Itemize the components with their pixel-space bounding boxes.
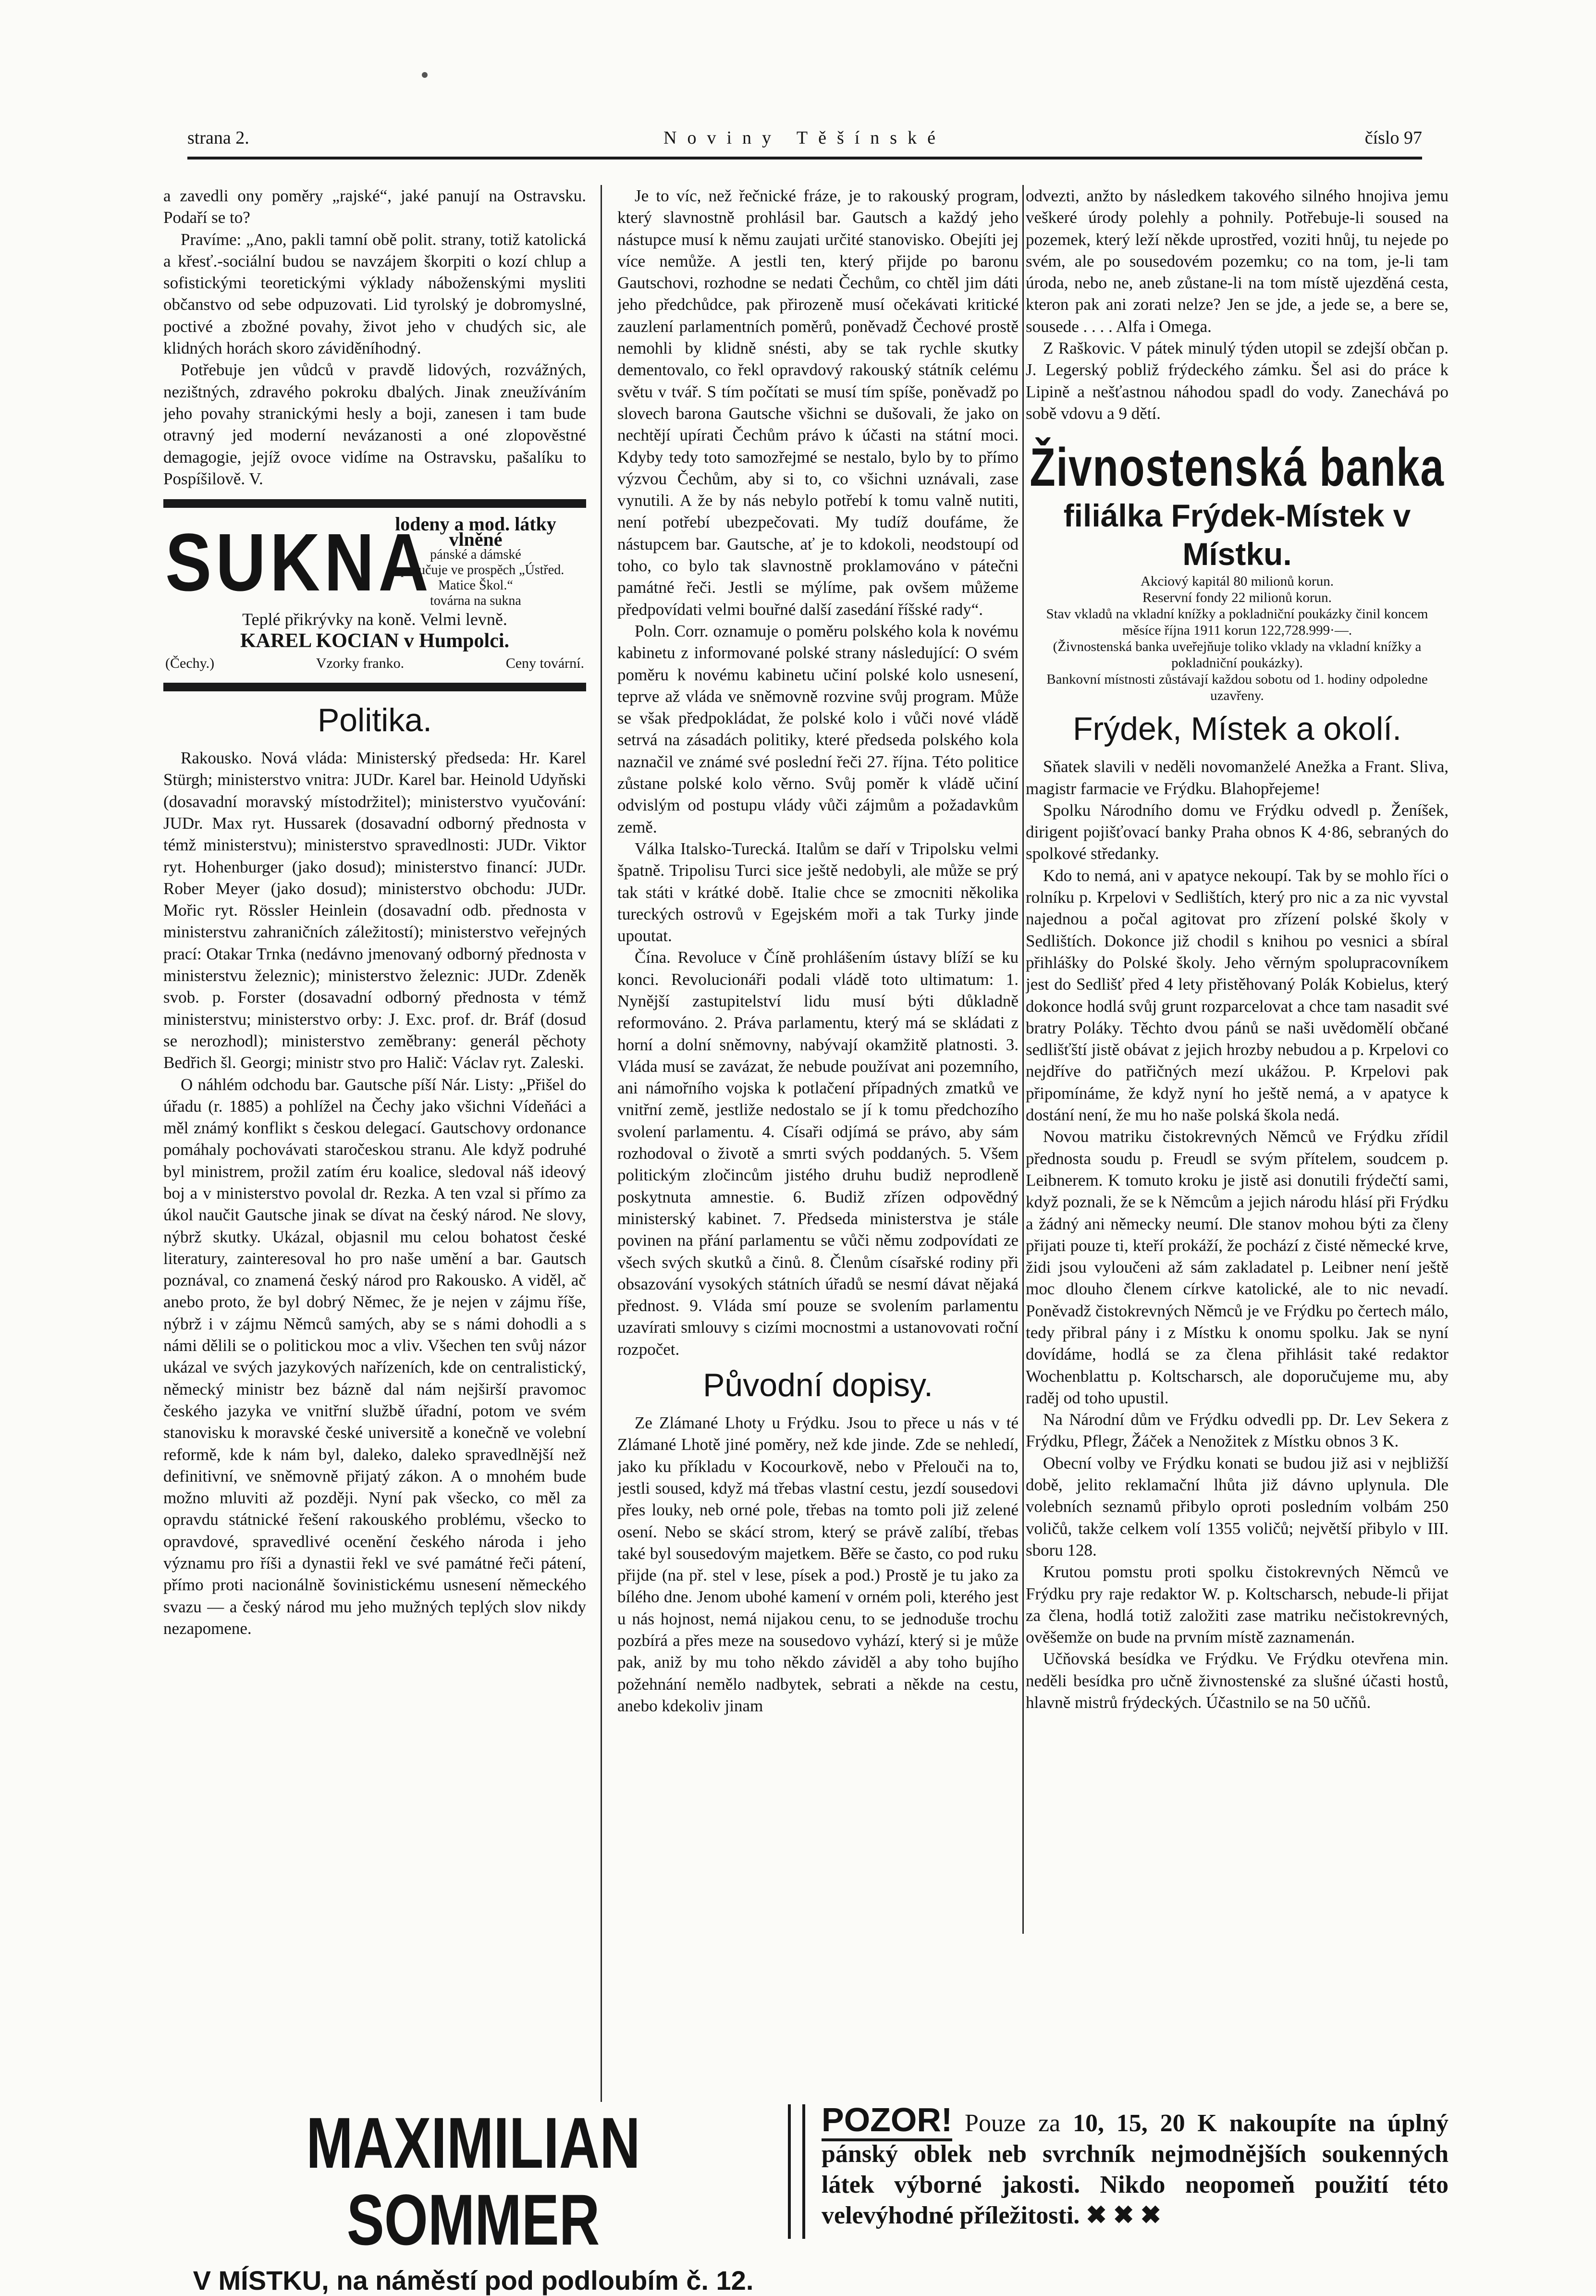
speck-mark: [422, 72, 428, 78]
article-paragraph: Z Raškovic. V pátek minulý týden utopil se zdejší občan p. J. Legerský pobliž frýdeckého zámku. Šel asi do práce k Lipině a nešťastnou náhodou spadl do vody. Zanechává po sobě vdovu a 9 dětí.: [1026, 339, 1449, 423]
ad-bank-line-1: Akciový kapitál 80 milionů korun.: [1141, 574, 1334, 589]
article-paragraph: Poln. Corr. oznamuje o poměru polského kola k novému kabinetu z informované polské strany následující: O svém poměru k novému kabinetu učiní polské kolo usnesení, teprve až vláda ve sněmovně rozvine svůj program. Může se však předpokládat, že polské kolo i vůči nové vládě setrvá na zásadách politiky, které předseda polského kola naznačil ve známé své poslední řeči 27. října. Této politice zůstane polské kolo věrno. Svůj poměr k vládě učiní odvislým od postupu vlády vůči zájmům a požadavkům země.: [617, 621, 1019, 836]
ad-pozor-marks: ✖ ✖ ✖: [1086, 2202, 1161, 2229]
article-paragraph: Kdo to nemá, ani v apatyce nekoupí. Tak by se mohlo říci o rolníku p. Krpelovi v Sedlištích, který pro nic a za nic vyvstal najednou a počal agitovat pro zřízení polské školy v Sedlištích. Dokonce již chodil s knihou po vesnici a sbíral přihlášky do Polské školy. Jeho věrným spolupracovníkem jest do Sedlišť před 4 lety přistěhovaný Polák Kobielus, který dokonce hodlá svůj grunt rozparcelovat a chce tam nasadit své bratry Poláky. Těchto dvou pánů se naši uvědomělí občané sedlišťští jistě obávat z jejich hrozby nebudou a p. Krpelovi co nejdříve do patřičných mezí ukážou. P. Krpelovi pak připomínáme, že když nyní ho ještě nemá, a v apatyce k dostání není, že mu ho naše polská škola nedá.: [1026, 866, 1449, 1125]
ad-bank-line-5: Bankovní místnosti zůstávají každou sobotu od 1. hodiny odpoledne uzavřeny.: [1046, 672, 1428, 704]
ad-bank: [1026, 439, 1449, 704]
ad-sukna-line-2: KAREL KOCIAN v Humpolci.: [240, 630, 510, 652]
article-paragraph: Krutou pomstu proti spolku čistokrevných Němců ve Frýdku pry raje redaktor W. p. Koltscharsch, nebude-li přijat za člena, hodlá totiž založiti zase matriku nečistokrevných, ověšemže on bude na prvním místě zaznamenán.: [1026, 1562, 1449, 1647]
article-paragraph: odvezti, anžto by následkem takového silného hnojiva jemu veškeré úrody polehly a pohnily. Potřebuje-li soused na pozemek, který leží někde uprostřed, voziti hnůj, tu nejede po svém, ale po sousedovém pozemku; co na tom, je-li tam úroda, nebo ne, aneb zůstane-li na tom místě ujezděná cesta, kteron pak ani zorati nelze? Jen se jde, a jede se, a bere se, sousede . . . . Alfa i Omega.: [1026, 186, 1449, 336]
ad-sommer-address: V MÍSTKU, na náměstí pod podloubím č. 12.: [193, 2265, 754, 2296]
column-1: [163, 185, 586, 2102]
article-paragraph: Čína. Revoluce v Číně prohlášením ústavy blíží se ku konci. Revolucionáři podali vládě toto ultimatum: 1. Nynější zastupitelství lidu musí býti důkladně reformováno. 2. Práva parlamentu, který má se skládati z horní a dolní sněmovny, nabývají okamžitě platnosti. 3. Vláda musí se zavázat, že nebude používat ani pozemního, ani námořního vojska k potlačení případných zmatků ve vnitřní země, jestliže nedostalo se jí k tomu předchozího svolení parlamentu. 4. Císaři odjímá se právo, aby sám rozhodoval o životě a smrti svých poddaných. 5. Všem politickým zločincům jistého druhu budiž neprodleně poskytnuta amnestie. 6. Budiž zřízen odpovědný ministerský kabinet. 7. Předseda ministerstva je stále povinen na přání parlamentu se vůči němu zodpovídati ze všech svých skutků a činů. 8. Členům císařské rodiny při obsazování vysokých státních úřadů se nesmí dávat nějaká přednost. 9. Vláda smí pouze se svolením parlamentu uzavírati smlouvy s cizími mocnostmi a ustanovovati roční rozpočet.: [617, 948, 1019, 1359]
article-paragraph: Válka Italsko-Turecká. Italům se daří v Tripolsku velmi špatně. Tripolisu Turci sice ještě nedobyli, ale může se prý tak státi v krátké době. Italie chce se zmocniti několika tureckých ostrovů v Egejském moři a tak Turky jinde upoutat.: [617, 839, 1019, 945]
ad-pozor-headline: POZOR!: [822, 2101, 952, 2141]
header-rule: [187, 157, 1422, 160]
ad-bank-line-4: (Živnostenská banka uveřejňuje toliko vklady na vkladní knížky a pokladniční poukázky).: [1053, 639, 1422, 671]
ad-sukna: [163, 499, 586, 691]
column-rule-2: [1022, 185, 1024, 1934]
section-title-dopisy: Původní dopisy.: [703, 1367, 933, 1404]
ad-sukna-foot-left: (Čechy.): [165, 655, 215, 671]
article-paragraph: Rakousko. Nová vláda: Ministerský předseda: Hr. Karel Stürgh; ministerstvo vnitra: JUDr. Karel bar. Heinold Udyňski (dosavadní moravský místodržitel); ministerstvo vyučování: JUDr. Max ryt. Hussarek (dosavadní odborný přednosta v témž ministerstvu); ministerstvo spravedlnosti: JUDr. Viktor ryt. Hohenburger (jako dosud); ministerstvo financí: JUDr. Rober Meyer (jako dosud); ministerstvo obchodu: JUDr. Mořic ryt. Rössler Heinlein (dosavadní odb. přednosta v ministerstvu zahraničních záležitostí); ministerstvo veřejných prací: Otakar Trnka (nedávno jmenovaný odborný přednosta v ministerstvu železnic); ministerstvo železnic: JUDr. Zdeněk svob. p. Forster (dosavadní odborný přednosta v témž ministerstvu; ministerstvo orby: J. Exc. prof. dr. Bráf (dosud se nerozhodl); ministerstvo zeměbrany: generál pěchoty Bedřich šl. Georgi; ministr stvo pro Halič: Václav ryt. Zaleski.: [163, 749, 586, 1072]
ad-separator: [788, 2104, 805, 2239]
section-title-frydek: Frýdek, Místek a okolí.: [1073, 711, 1401, 748]
article-paragraph: Novou matriku čistokrevných Němců ve Frýdku zřídil přednosta soudu p. Freudl se svým přítelem, soudcem p. Leibnerem. K tomuto kroku je jistě asi donutili frýdečtí sami, když poznali, že se k Němcům a jejich národu hlásí při Frýdku a žádný ani německy neumí. Dle stanov mohou býti za členy přijati pouze ti, kteří prokáží, že pochází z čisté německé krve, židi jsou vyloučeni až sám zakladatel p. Leibner není ještě moc dlouho členem církve katolické, ale to nic nevadí. Poněvadž čistokrevných Němců je ve Frýdku po čertech málo, tedy přibral pány i z Místku k onomu spolku. Jak se nyní dovídáme, hodlá se za člena přihlásit také redaktor Wochenblattu p. Koltscharsch, ale doporučujeme mu, aby raděj od toho upustil.: [1026, 1127, 1449, 1407]
ad-sukna-side-4: továrna na sukna: [430, 593, 521, 609]
article-paragraph: Učňovská besídka ve Frýdku. Ve Frýdku otevřena min. neděli besídka pro učně živnostenské za slušné účasti hostů, hlavně mistrů frýdeckých. Účastnilo se na 50 učňů.: [1026, 1649, 1449, 1712]
ad-sukna-side-2: pánské a dámské: [430, 547, 521, 563]
masthead: Noviny Těšínské: [663, 128, 946, 148]
ad-sommer-name: MAXIMILIAN SOMMER: [306, 2102, 640, 2260]
ad-sukna-side-3: doporučuje ve prospěch „Ústřed. Matice Škol.“: [387, 563, 565, 593]
article-paragraph: a zavedli ony poměry „rajské“, jaké panují na Ostravsku. Podaří se to?: [163, 186, 586, 227]
page-number: strana 2.: [187, 128, 249, 148]
ad-sommer: [163, 2102, 783, 2296]
article-paragraph: Obecní volby ve Frýdku konati se budou již asi v nejbližší době, jelito reklamační lhůta již dávno uplynula. Dle volebních seznamů přibylo oproti posledním volbám 250 voličů, takže celkem volí 1355 voličů; největší přibylo v III. sboru 128.: [1026, 1453, 1449, 1559]
column-2: [617, 185, 1019, 1934]
ad-bank-subtitle: filiálka Frýdek-Místek v Místku.: [1063, 498, 1411, 572]
article-paragraph: Pravíme: „Ano, pakli tamní obě polit. strany, totiž katolická a křesť.-sociální budou se navzájem škorpiti o kozí chlup a sofistickými teoretickými výklady náboženskými mysliti občanstvo od sebe odpuzovati. Lid tyrolský je dobromyslné, poctivé a zbožné povahy, život jeho v chudých sic, ale klidných horách skoro záviděníhodný.: [163, 230, 586, 358]
ad-sukna-line-1: Teplé přikrývky na koně. Velmi levně.: [242, 610, 507, 629]
ad-pozor: [822, 2101, 1449, 2241]
article-paragraph: Ze Zlámané Lhoty u Frýdku. Jsou to přece u nás v té Zlámané Lhotě jiné poměry, než kde jinde. Zde se nehledí, jako ku příkladu v Kocourkově, nebo v Přelouči na to, jestli soused, když má třebas vlastní cestu, jezdí sousedovi přes louky, neb orné pole, třebas na tomto poli již zelené osení. Nebo se skácí strom, který se právě zalíbí, třebas také byl sousedovým majetkem. Běře se často, co pod ruku přijde (na př. stel v lese, písek a pod.) Prostě je tu jako za bílého dne. Jenom ubohé kamení v orném poli, kterého jest u nás hojnost, nemá nijakou cenu, to se jednoduše trochu pozbírá a přes meze na sousedovo vyhází, který si je může pak, aniž by mu toho někdo záviděl a aby toho bujího požehnání nemělo nadbytek, sebrati a někde na cestu, anebo kdekoliv jinam: [617, 1413, 1019, 1715]
article-paragraph: Je to víc, než řečnické fráze, je to rakouský program, který slavnostně prohlásil bar. Gautsch a každý jeho nástupce musí k němu zaujati určité stanovisko. Obejíti jej více nemůže. A jestli ten, který přijde po baronu Gautschovi, rozhodne se nedati Čechům, co chtěl jim dáti jeho předchůdce, pak přirozeně musí očekávati kritické zauzlení parlamentních poměrů, poněvadž Čechové prostě nemohli by klidně snésti, aby se tak rychle skutky dementovalo, co řekl opravdový rakouský státník celému světu v tvář. S tím počítati se musí tím spíše, poněvadž po slovech barona Gautsche všichni se dušovali, že jako on nechtějí upírati Čechům právo k účasti na státní moci. Kdyby tedy toto samozřejmé se nestalo, bylo by to přímo výzvou Čechům, aby si to, co všichni uznávali, zase vynutili. A že by nás nebylo potřebí k tomu valně nutiti, není potřebí ubezpečovati. My tudíž doufáme, že nástupcem bar. Gautsche, ať je to kdokoli, neodstoupí od toho, co bylo tak slavnostně proklamováno v pátečni památné řeči. Jestli se mýlíme, pak ovšem můžeme předpovídati velmi bouřné další zasedání říšské rady“.: [617, 186, 1019, 619]
ad-pozor-body: 10, 15, 20 K nakoupíte na úplný pánský oblek neb svrchník nejmodnějších soukenných látek výborné jakosti. Nikdo neopomeň použití této velevýhodné příležitosti.: [822, 2110, 1449, 2229]
article-paragraph: O náhlém odchodu bar. Gautsche píší Nár. Listy: „Přišel do úřadu (r. 1885) a pohlížel na Čechy jako všichni Vídeňáci a měl známý konflikt s českou delegací. Gautschovy ordonance pomáhaly pochovávati staročeskou stranu. Ale když podruhé byl ministrem, prožil zatím éru koalice, sledoval náš ideový boj a v ministerstvo povolal dr. Rezka. A ten vzal si přímo za úkol naučit Gautsche jinak se dívat na český národ. Ne slovy, nýbrž skutky. Ukázal, objasnil mu celou bohatost české literatury, zainteresoval ho pro naše umění a bar. Gautsch poznával, co znamená český národ pro Rakousko. A viděl, ač anebo proto, že byl dobrý Němec, že je nejen v zájmu říše, nýbrž i v zájmu Němců samých, aby se s námi dohodli a s námi dělili se o politickou moc a vliv. Všechen ten svůj názor ukázal ve svých jazykových nařízeních, kde on centralistický, německý ministr bez bázně dal nám nejširší pravomoc českého jazyka ve vnitřní službě úřadní, potom ve svém stanovisku k moravské české universitě a konečně ve volební reformě, kde k nám byl, daleko, daleko spravedlnější než definitivní, ve sněmovně přijatý zákon. A o mnohém bude možno mluviti až později. Nyní pak všecko, co měl za opravdu státnické řešení rakouského problému, všecko to opravdové, spravedlivé ocenění českého národa i jeho významu pro říši a dynastii řekl ve své památné řeči pátení, přímo proti nacionálně šovinistickému usnesení německého svazu — a český národ mu jeho mužných teplých slov nikdy nezapomene.: [163, 1075, 586, 1638]
ad-pozor-text: [822, 2101, 1449, 2231]
ad-sukna-foot-mid: Vzorky franko.: [316, 655, 405, 671]
ad-bank-title: Živnostenská banka: [1030, 437, 1445, 498]
ad-sukna-foot-right: Ceny tovární.: [505, 655, 584, 671]
column-rule-1: [601, 185, 602, 2102]
page-header: [187, 127, 1422, 157]
column-3: [1026, 185, 1449, 2102]
section-title-politika: Politika.: [317, 702, 432, 739]
ad-sukna-footer: [165, 652, 584, 674]
ad-bank-line-2: Reservní fondy 22 milionů korun.: [1142, 590, 1332, 606]
article-paragraph: Spolku Národního domu ve Frýdku odvedl p. Ženíšek, dirigent pojišťovací banky Praha obnos K 4·86, sebraných do spolkové středanky.: [1026, 800, 1449, 863]
ad-sukna-side-1: lodeny a mod. látky vlněné: [395, 513, 556, 551]
ad-pozor-intro: Pouze za: [965, 2110, 1061, 2137]
ad-sukna-headline: SUKNA: [165, 517, 433, 609]
ad-bank-line-3: Stav vkladů na vkladní knížky a pokladniční poukázky činil koncem měsíce října 1911 korun 122,728.999·—.: [1046, 606, 1428, 638]
article-paragraph: Na Národní dům ve Frýdku odvedli pp. Dr. Lev Sekera z Frýdku, Pflegr, Žáček a Nenožitek z Místku obnos 3 K.: [1026, 1410, 1449, 1451]
article-paragraph: Sňatek slavili v neděli novomanželé Anežka a Frant. Sliva, magistr farmacie ve Frýdku. Blahopřejeme!: [1026, 757, 1449, 798]
article-paragraph: Potřebuje jen vůdců v pravdě lidových, rozvážných, nezištných, zdravého pokroku dbalých. Jinak zneužíváním jeho povahy stranickými hesly a boji, zanesen i tam bude otravný jed moderní nevázanosti a oné zlopověstné demagogie, jejíž ovoce vidíme na Ostravsku, pašalíku to Pospíšilově. V.: [163, 360, 586, 488]
issue-number: číslo 97: [1364, 128, 1422, 148]
